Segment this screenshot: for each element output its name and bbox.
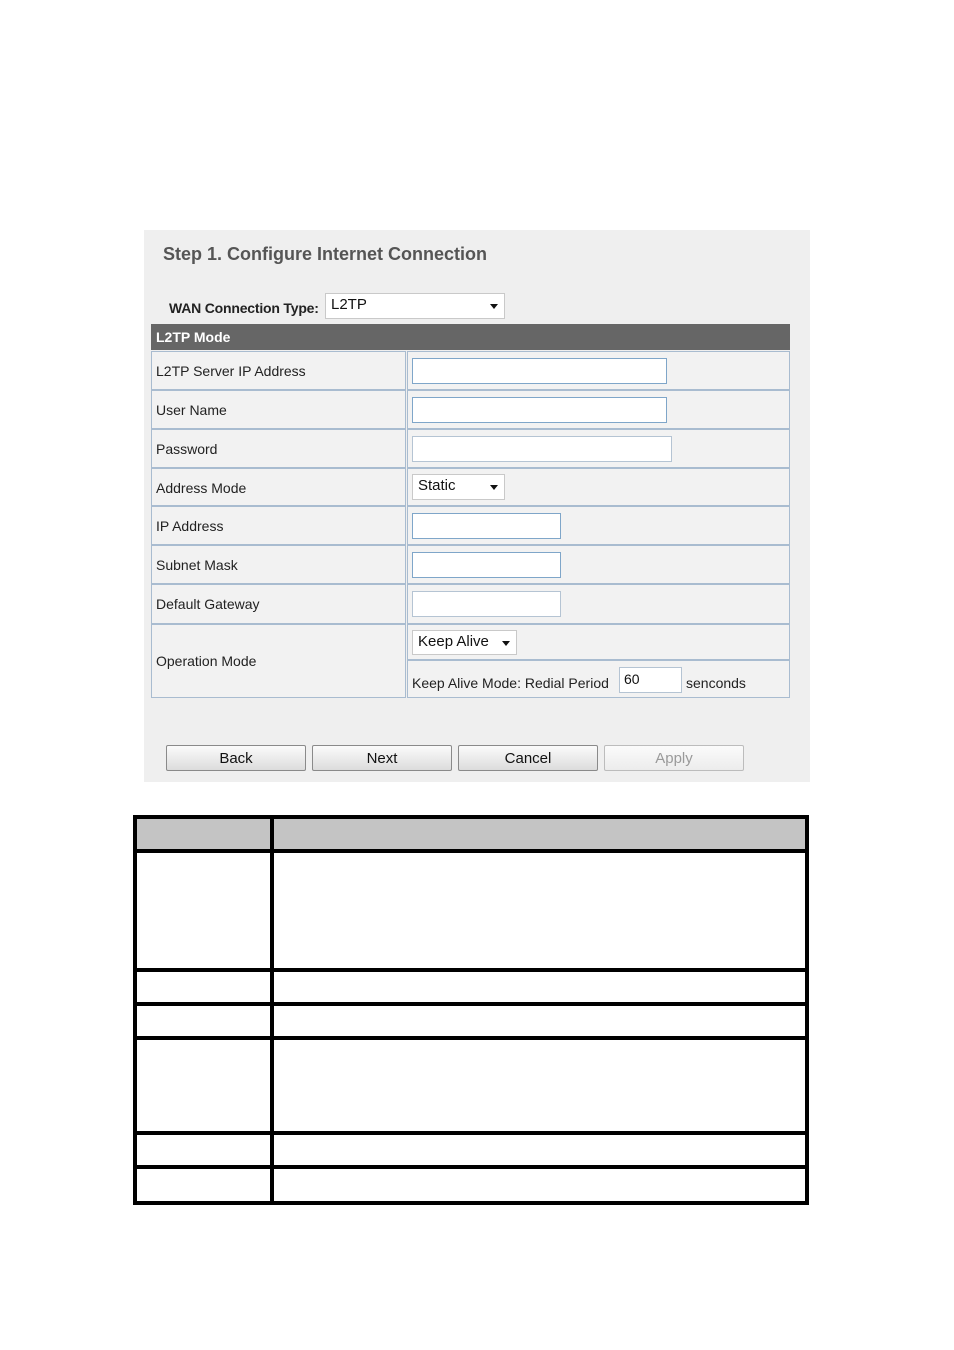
value-cell-subnet-mask — [407, 545, 790, 584]
table-rule — [133, 815, 137, 1205]
label-cell-address-mode — [151, 468, 406, 506]
label-cell-server-ip — [151, 351, 406, 390]
value-cell-server-ip — [407, 351, 790, 390]
value-cell-ip-address — [407, 506, 790, 545]
table-rule — [270, 815, 274, 1205]
redial-period-input[interactable]: 60 — [619, 667, 682, 693]
table-header-row — [133, 815, 809, 853]
default-gateway-input[interactable] — [412, 591, 561, 617]
user-name-label: User Name — [156, 402, 227, 418]
address-mode-value: Static — [418, 477, 456, 494]
ip-address-label: IP Address — [156, 518, 224, 534]
chevron-down-icon — [490, 485, 498, 490]
default-gateway-label: Default Gateway — [156, 596, 260, 612]
table-rule — [133, 1002, 809, 1006]
page-title: Step 1. Configure Internet Connection — [163, 244, 488, 264]
operation-mode-value: Keep Alive — [418, 633, 489, 650]
table-rule — [133, 815, 809, 819]
ip-address-input[interactable] — [412, 513, 561, 539]
section-title: L2TP Mode — [156, 329, 231, 345]
section-header — [151, 324, 790, 350]
apply-button[interactable]: Apply — [604, 745, 744, 771]
table-rule — [805, 815, 809, 1205]
label-cell-password — [151, 429, 406, 468]
subnet-mask-input[interactable] — [412, 552, 561, 578]
chevron-down-icon — [490, 304, 498, 309]
table-rule — [133, 849, 809, 853]
server-ip-input[interactable] — [412, 358, 667, 384]
keep-alive-mode-label: Keep Alive Mode: Redial Period — [412, 675, 609, 691]
back-button[interactable]: Back — [166, 745, 306, 771]
table-rule — [133, 968, 809, 972]
subnet-mask-label: Subnet Mask — [156, 557, 238, 573]
wan-connection-type-value: L2TP — [331, 296, 367, 313]
label-cell-user-name — [151, 390, 406, 429]
server-ip-label: L2TP Server IP Address — [156, 363, 306, 379]
parameter-table — [133, 815, 809, 1205]
user-name-input[interactable] — [412, 397, 667, 423]
value-cell-user-name — [407, 390, 790, 429]
chevron-down-icon — [502, 641, 510, 646]
password-input[interactable] — [412, 436, 672, 462]
label-cell-subnet-mask — [151, 545, 406, 584]
value-cell-operation-mode — [407, 624, 790, 660]
wizard-panel — [144, 230, 810, 782]
password-label: Password — [156, 441, 218, 457]
next-button[interactable]: Next — [312, 745, 452, 771]
operation-mode-select[interactable] — [412, 630, 517, 655]
label-cell-ip-address — [151, 506, 406, 545]
operation-mode-label: Operation Mode — [156, 653, 257, 669]
redial-period-unit: senconds — [686, 675, 746, 691]
label-cell-default-gateway — [151, 584, 406, 624]
table-rule — [133, 1036, 809, 1040]
label-cell-operation-mode — [151, 624, 406, 698]
value-cell-redial-period — [407, 660, 790, 698]
wan-connection-type-select[interactable] — [325, 293, 505, 319]
value-cell-default-gateway — [407, 584, 790, 624]
value-cell-address-mode — [407, 468, 790, 506]
table-rule — [133, 1165, 809, 1169]
table-rule — [133, 1201, 809, 1205]
wan-connection-type-label: WAN Connection Type: — [169, 300, 319, 316]
cancel-button[interactable]: Cancel — [458, 745, 598, 771]
table-rule — [133, 1131, 809, 1135]
address-mode-select[interactable] — [412, 474, 505, 500]
address-mode-label: Address Mode — [156, 480, 247, 496]
value-cell-password — [407, 429, 790, 468]
